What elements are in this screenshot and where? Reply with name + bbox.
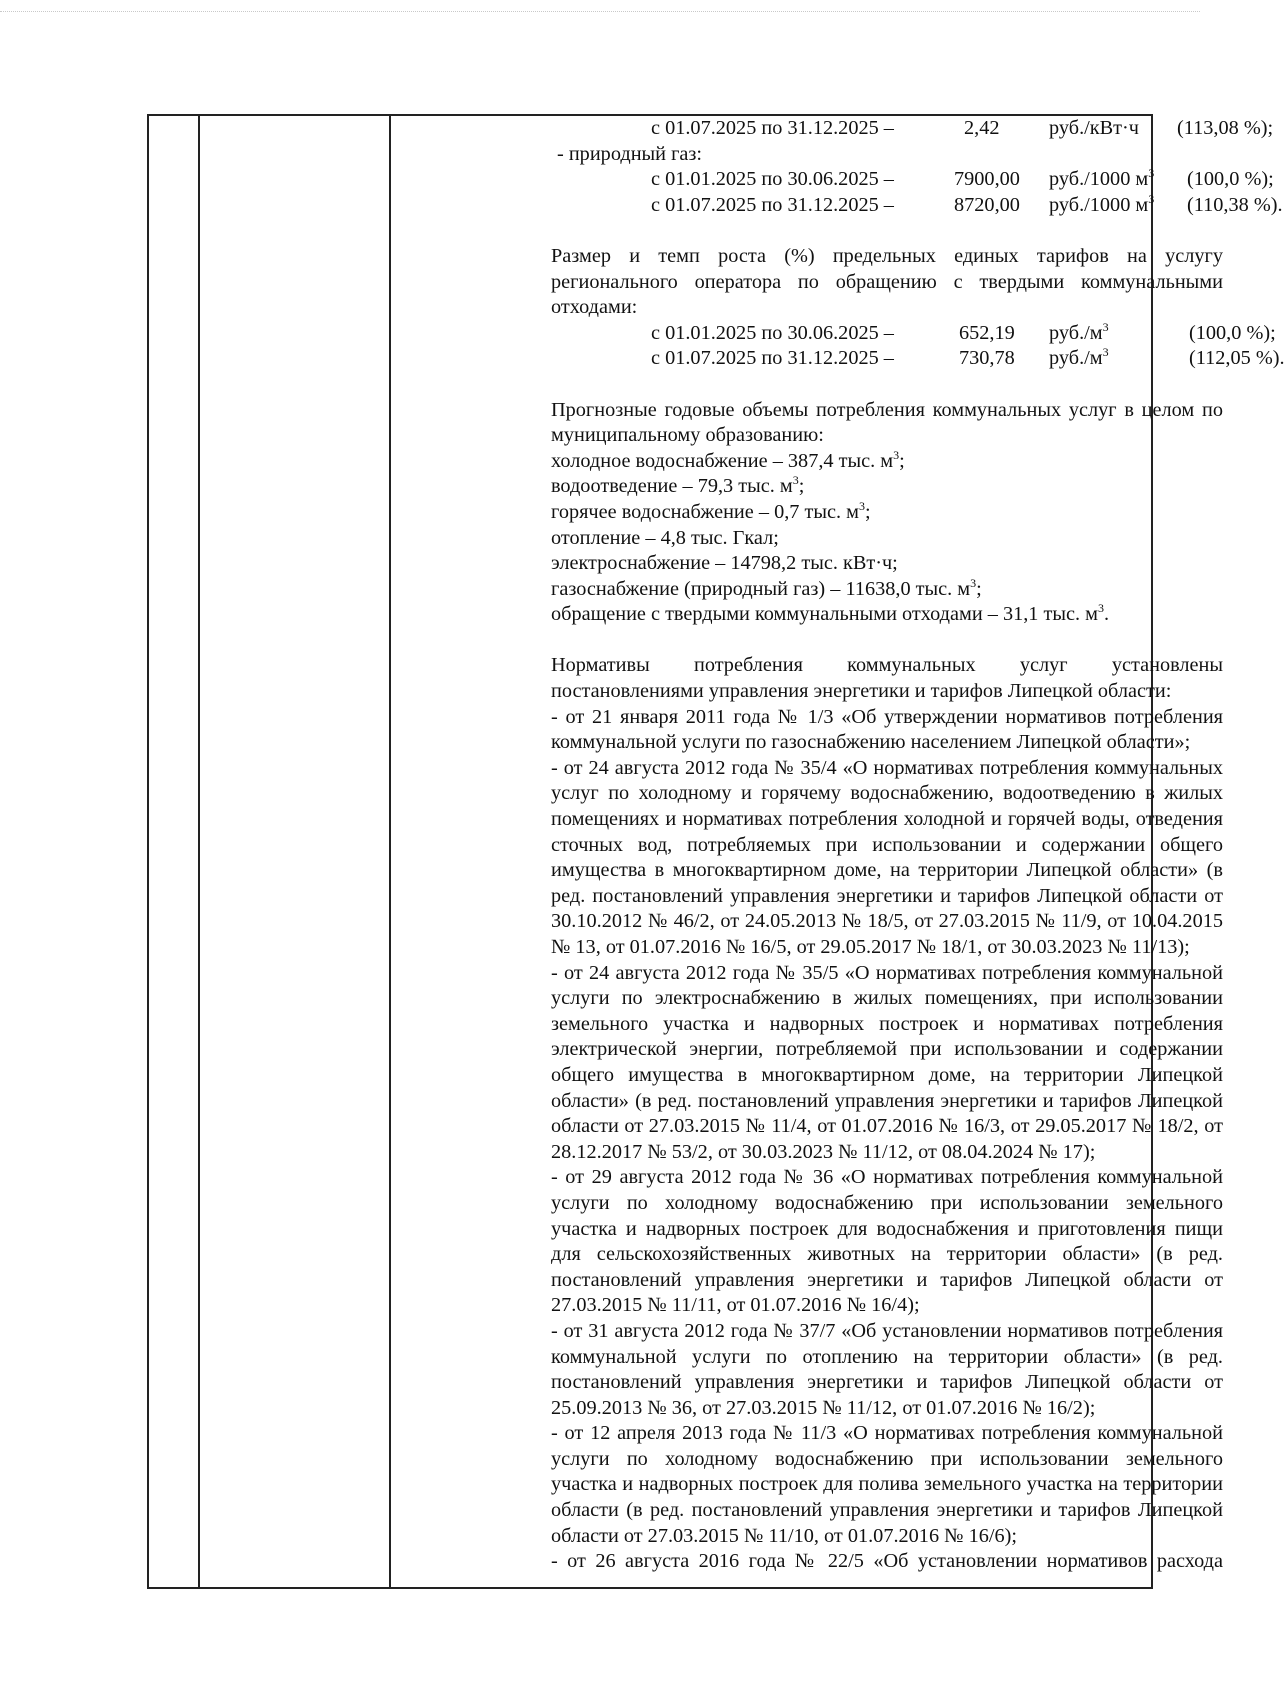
tariff-unit [1049, 193, 1154, 219]
volume-text: водоотведение – 79,3 тыс. м [551, 475, 793, 498]
waste-tariff-row-1 [551, 319, 1276, 347]
gas-label-row [551, 142, 1223, 168]
norm-line: услуги по холодному водоснабжению при использовании земельного [551, 1191, 1223, 1214]
cubic-superscript: 3 [893, 447, 900, 462]
norm-line: электрической энергии, потребляемой при использовании и содержании [551, 1038, 1223, 1061]
punctuation: ; [864, 500, 871, 523]
tariff-unit-text: руб./м [1049, 347, 1103, 370]
norm-line: - от 31 августа 2012 года № 37/7 «Об установлении нормативов потребления [551, 1319, 1223, 1342]
norm-line: - от 21 января 2011 года № 1/3 «Об утверждении нормативов потребления [551, 705, 1223, 728]
punctuation: ; [798, 475, 805, 498]
norm-line: коммунальной услуги по отоплению на территории области» (в ред. [551, 1345, 1223, 1368]
volume-text: обращение с твердыми коммунальными отходами – 31,1 тыс. м [551, 603, 1098, 626]
tariff-value: 730,78 [959, 347, 1015, 370]
tariff-value: 652,19 [959, 321, 1015, 344]
volumes-intro-line: муниципальному образованию: [551, 424, 824, 447]
norm-line: услуг по холодному и горячему водоснабжению, водоотведению в жилых [551, 782, 1223, 805]
tariff-period: с 01.07.2025 по 31.12.2025 – [651, 117, 894, 139]
tariff-period: с 01.07.2025 по 31.12.2025 – [651, 347, 894, 370]
waste-tariff-row-2 [551, 345, 1285, 372]
tariff-value: 2,42 [964, 117, 1000, 139]
norm-line: услуги по электроснабжению в жилых помещениях, при использовании [551, 987, 1223, 1010]
volume-text: горячее водоснабжение – 0,7 тыс. м [551, 500, 859, 523]
tariff-unit-text: руб./1000 м [1049, 193, 1149, 216]
volume-gas [551, 577, 1223, 603]
waste-intro-line: Размер и темп роста (%) предельных единых тарифов на услугу [551, 244, 1223, 267]
norm-line: № 13, от 01.07.2016 № 16/5, от 29.05.2017 № 18/1, от 30.03.2023 № 11/13); [551, 936, 1190, 958]
norm-line: земельного участка и надворных построек и нормативах потребления [551, 1012, 1223, 1035]
norm-item [551, 1165, 1223, 1319]
volume-text: холодное водоснабжение – 387,4 тыс. м [551, 449, 894, 472]
norms-intro-line: постановлениями управления энергетики и тарифов Липецкой области: [551, 680, 1172, 703]
tariff-period: с 01.07.2025 по 31.12.2025 – [651, 193, 894, 216]
norm-item [551, 1549, 1223, 1575]
norm-line: 28.12.2017 № 53/2, от 30.03.2023 № 11/12, от 08.04.2024 № 17); [551, 1140, 1096, 1163]
cubic-superscript: 3 [792, 473, 799, 488]
tariff-unit [1049, 346, 1109, 372]
table-column-divider-2 [389, 116, 391, 1587]
norm-line: ред. постановлений управления энергетики и тарифов Липецкой области от [551, 884, 1223, 907]
norm-line: - от 29 августа 2012 года № 36 «О нормативах потребления коммунальной [551, 1166, 1223, 1189]
electricity-tariff-row [551, 116, 1274, 142]
punctuation: ; [976, 577, 982, 600]
norm-line: участка и надворных построек для водоснабжения и приготовления пищи [551, 1217, 1223, 1240]
cubic-superscript: 3 [1148, 166, 1155, 181]
tariff-percent: (100,0 %); [1189, 321, 1276, 344]
volume-sewage [551, 474, 1223, 500]
cubic-superscript: 3 [1102, 345, 1109, 360]
cubic-superscript: 3 [970, 575, 977, 590]
punctuation: ; [899, 449, 905, 472]
waste-intro-line: регионального оператора по обращению с твердыми коммунальными [551, 270, 1223, 293]
norm-line: общего имущества в многоквартирном доме, на территории Липецкой [551, 1063, 1223, 1086]
volume-waste [551, 602, 1223, 628]
tariff-period: с 01.01.2025 по 30.06.2025 – [651, 168, 894, 191]
norm-line: - от 24 августа 2012 года № 35/5 «О нормативах потребления коммунальной [551, 961, 1223, 984]
norm-item [551, 705, 1223, 756]
cubic-superscript: 3 [1097, 601, 1104, 616]
norm-line: сточных вод, потребляемых при использовании и содержании общего [551, 833, 1223, 856]
cubic-superscript: 3 [858, 498, 865, 513]
norm-line: - от 12 апреля 2013 года № 11/3 «О нормативах потребления коммунальной [551, 1422, 1223, 1445]
gas-label: - природный газ: [557, 142, 703, 165]
norm-line: постановлений управления энергетики и тарифов Липецкой области от [551, 1268, 1223, 1291]
volume-text: газоснабжение (природный газ) – 11638,0 тыс. м [551, 577, 971, 600]
cubic-superscript: 3 [1148, 191, 1155, 206]
volume-hot-water [551, 500, 1223, 526]
norm-line: 25.09.2013 № 36, от 27.03.2015 № 11/12, от 01.07.2016 № 16/2); [551, 1396, 1096, 1419]
tariff-percent: (112,05 %). [1189, 347, 1285, 370]
norm-line: имущества в многоквартирном доме, на территории Липецкой области» (в [551, 859, 1223, 882]
norm-line: - от 24 августа 2012 года № 35/4 «О нормативах потребления коммунальных [551, 756, 1223, 779]
norm-line: 30.10.2012 № 46/2, от 24.05.2013 № 18/5, от 27.03.2015 № 11/9, от 10.04.2015 [551, 910, 1223, 933]
norm-item [551, 1319, 1223, 1421]
norm-line: области (в ред. постановлений управления энергетики и тарифов Липецкой [551, 1499, 1223, 1522]
volume-heating: отопление – 4,8 тыс. Гкал; [551, 526, 779, 549]
tariff-percent: (110,38 %). [1187, 193, 1283, 216]
norm-line: помещениях и нормативах потребления холодной и горячей воды, отведения [551, 808, 1223, 831]
cubic-superscript: 3 [1102, 319, 1109, 334]
norm-line: для сельскохозяйственных животных на территории области» (в ред. [551, 1243, 1223, 1266]
scan-edge [0, 11, 1200, 12]
punctuation: . [1103, 603, 1110, 626]
table-column-divider-1 [198, 116, 200, 1587]
tariff-percent: (100,0 %); [1187, 168, 1274, 191]
norm-line: - от 26 августа 2016 года № 22/5 «Об установлении нормативов расхода [551, 1550, 1223, 1573]
tariff-value: 7900,00 [954, 168, 1020, 191]
tariff-period: с 01.01.2025 по 30.06.2025 – [651, 321, 894, 344]
volume-electricity: электроснабжение – 14798,2 тыс. кВт·ч; [551, 552, 898, 575]
norms-intro-line: Нормативы потребления коммунальных услуг установлены [551, 654, 1223, 677]
norm-line: области от 27.03.2015 № 11/4, от 01.07.2016 № 16/3, от 29.05.2017 № 18/2, от [551, 1115, 1223, 1138]
gas-tariff-row-2 [551, 191, 1283, 219]
volumes-intro-line: Прогнозные годовые объемы потребления коммунальных услуг в целом по [551, 398, 1223, 421]
norm-line: области от 27.03.2015 № 11/10, от 01.07.2016 № 16/6); [551, 1524, 1018, 1547]
norm-line: области» (в ред. постановлений управления энергетики и тарифов Липецкой [551, 1089, 1223, 1112]
norms-list [551, 705, 1223, 1575]
norm-line: услуги по холодному водоснабжению при использовании земельного [551, 1447, 1223, 1470]
tariff-unit-text: руб./м [1049, 321, 1103, 344]
norm-line: коммунальной услуги по газоснабжению населением Липецкой области»; [551, 731, 1191, 754]
norm-line: 27.03.2015 № 11/11, от 01.07.2016 № 16/4); [551, 1294, 920, 1317]
volume-cold-water [551, 449, 1223, 475]
norm-line: участка и надворных построек для полива земельного участка на территории [551, 1473, 1223, 1496]
tariff-unit: руб./кВт·ч [1049, 117, 1139, 139]
table-text-column [551, 116, 1285, 1575]
norm-line: постановлений управления энергетики и тарифов Липецкой области от [551, 1371, 1223, 1394]
tariff-unit [1049, 167, 1154, 193]
norm-item [551, 961, 1223, 1166]
document-table [147, 114, 1285, 1589]
norm-item [551, 756, 1223, 961]
norm-item [551, 1421, 1223, 1549]
tariff-percent: (113,08 %); [1177, 117, 1274, 139]
tariff-unit-text: руб./1000 м [1049, 168, 1149, 191]
gas-tariff-row-1 [551, 166, 1274, 193]
tariff-value: 8720,00 [954, 193, 1020, 216]
waste-intro-line: отходами: [551, 296, 638, 319]
tariff-unit [1049, 321, 1109, 347]
